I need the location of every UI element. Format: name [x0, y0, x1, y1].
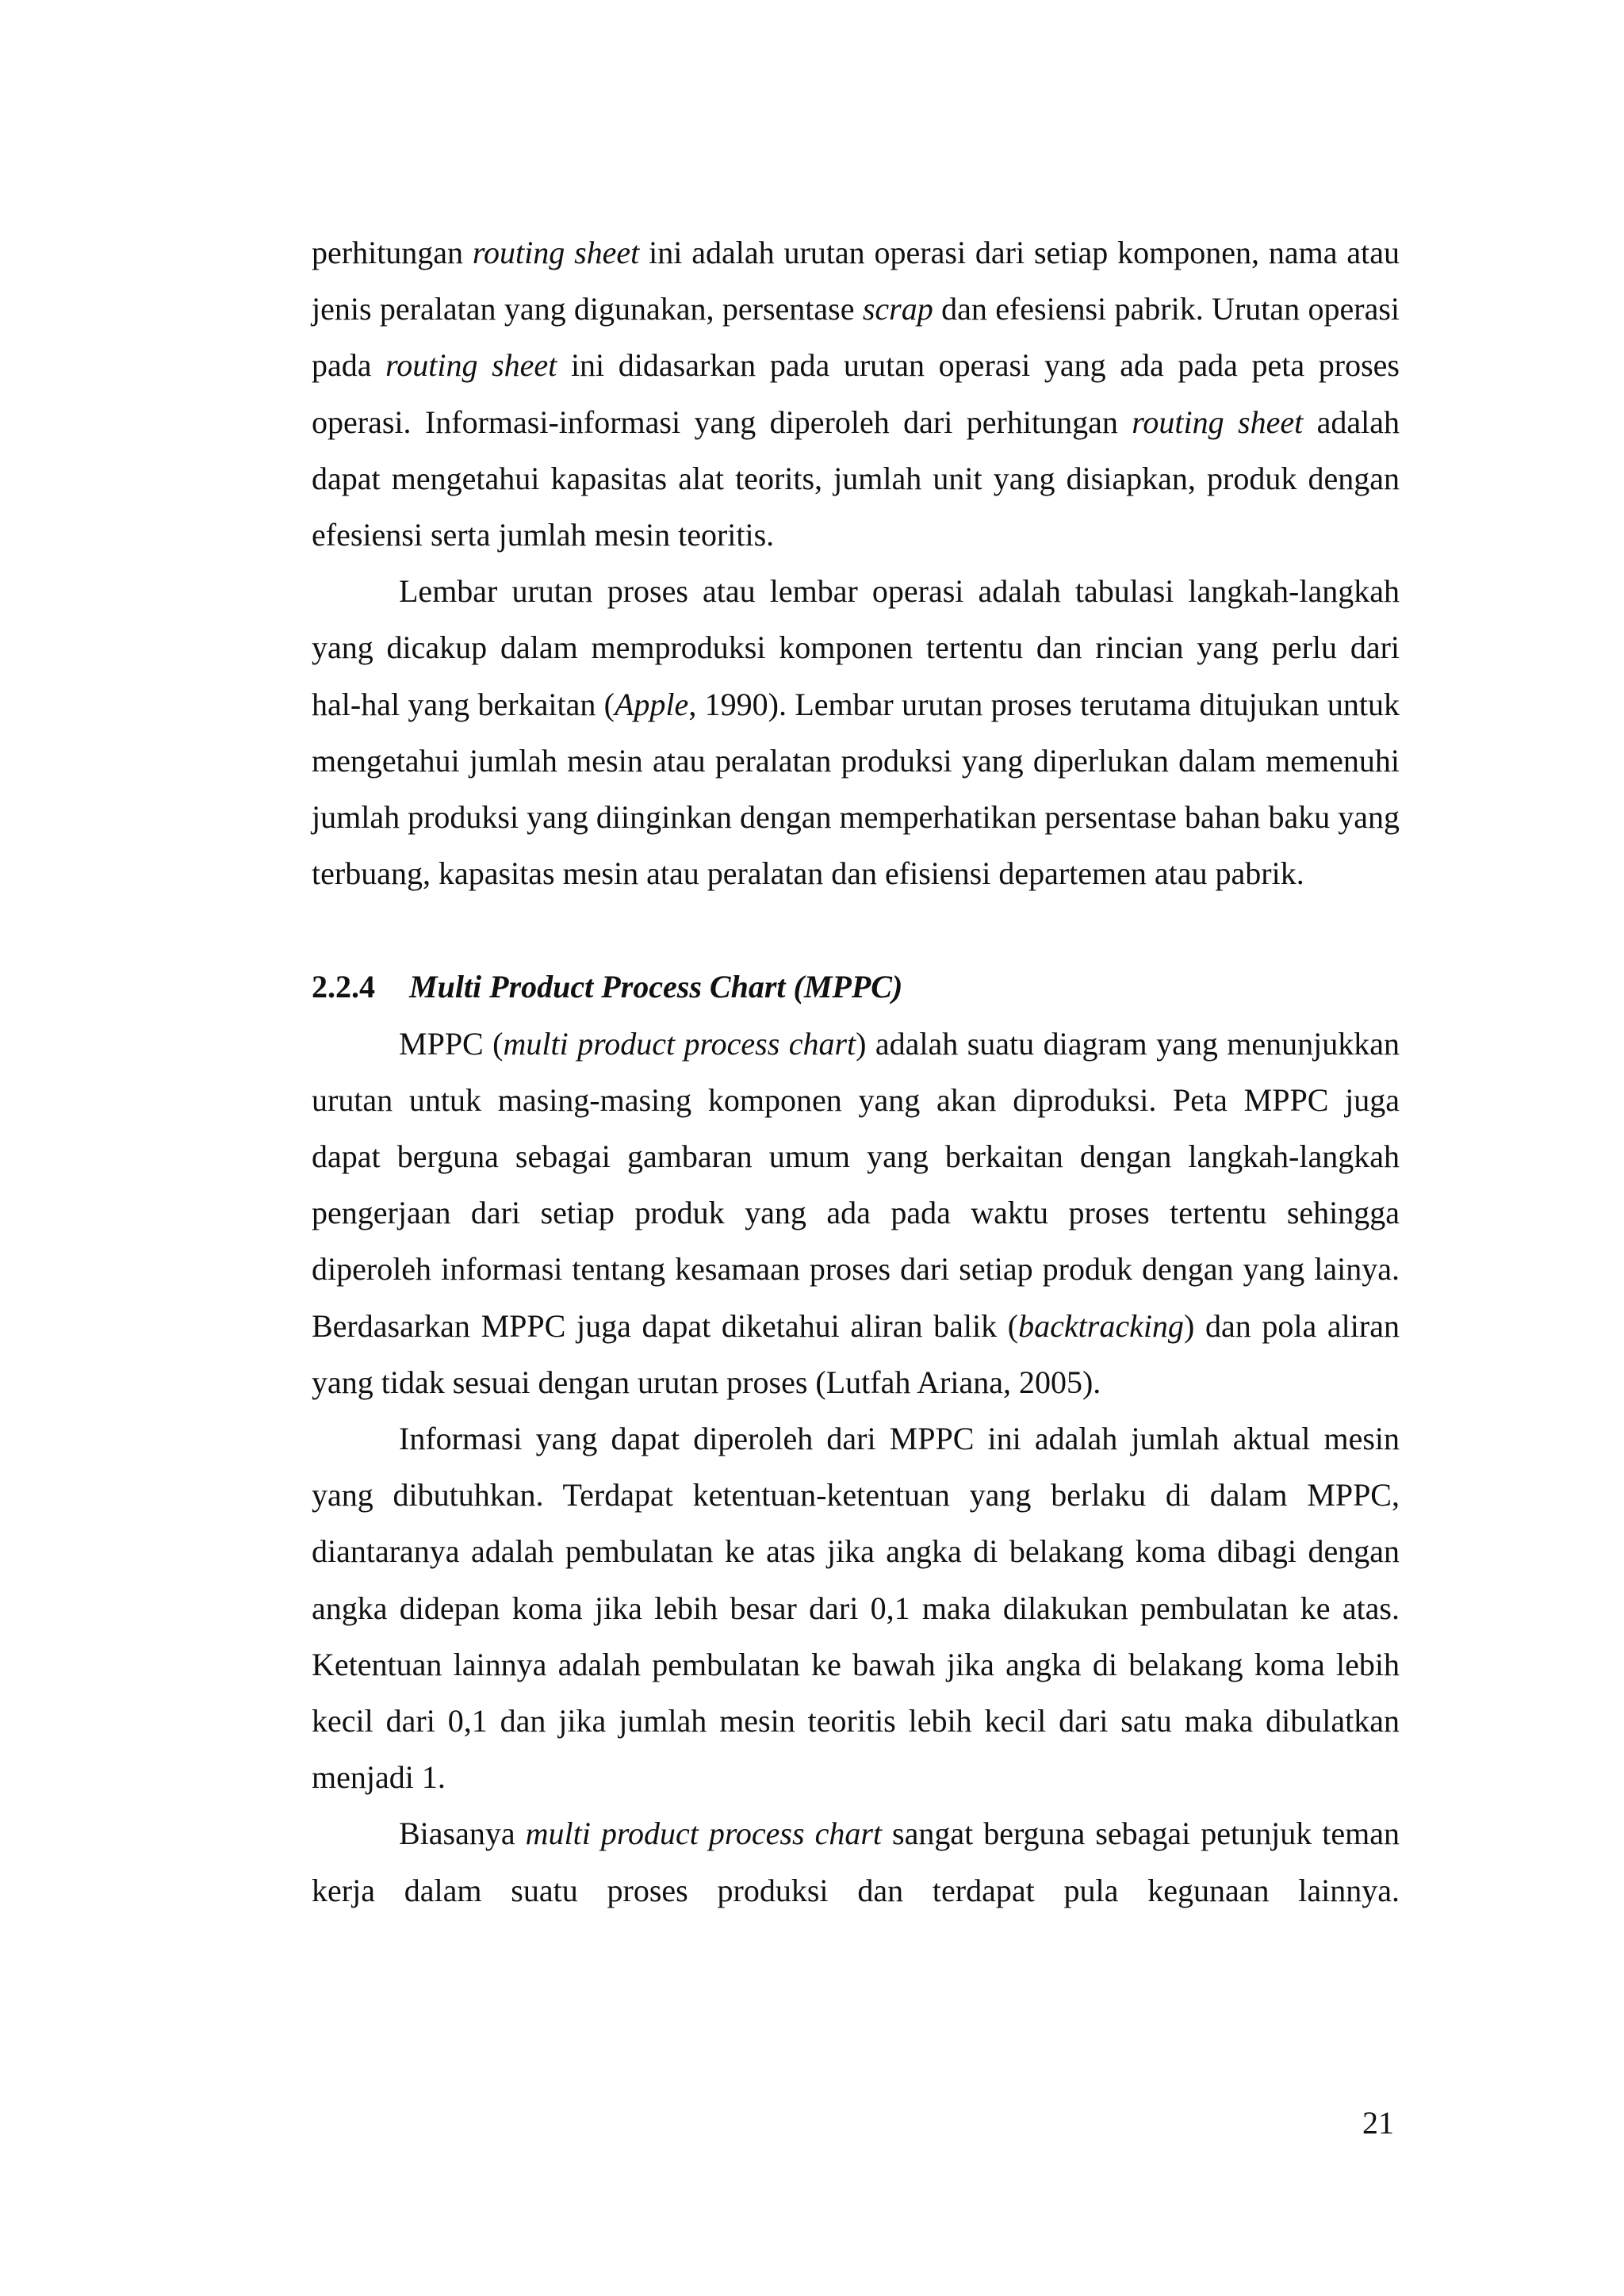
italic-term: multi product process chart	[525, 1816, 882, 1852]
text-run: ) adalah suatu diagram yang menunjukkan urutan untuk masing-masing komponen yang akan diproduksi. Peta MPPC juga dapat berguna sebagai gambaran umum yang berkaitan dengan langkah-langkah pengerjaan dari setiap produk yang ada pada waktu proses tertentu sehingga diperoleh informasi tentang kesamaan proses dari setiap produk dengan yang lainya. Berdasarkan MPPC juga dapat diketahui aliran balik (	[312, 1025, 1400, 1344]
document-page	[312, 224, 1400, 1919]
italic-term: backtracking	[1018, 1307, 1184, 1344]
section-number: 2.2.4	[312, 969, 375, 1005]
text-run: Lembar urutan proses atau lembar operasi adalah tabulasi langkah-langkah yang dicakup dalam memproduksi komponen tertentu dan rincian yang perlu dari hal-hal yang berkaitan (	[312, 573, 1400, 722]
paragraph	[312, 1016, 1400, 1410]
paragraph	[312, 1805, 1400, 1918]
text-run: MPPC (	[399, 1025, 504, 1062]
italic-term: routing sheet	[1132, 404, 1304, 440]
text-run: perhitungan	[312, 235, 473, 270]
text-run: sangat berguna sebagai petunjuk teman kerja dalam suatu proses produksi dan terdapat pula kegunaan lainnya.	[312, 1816, 1400, 1908]
paragraph	[312, 1410, 1400, 1805]
italic-term: Apple	[615, 686, 689, 722]
italic-term: routing sheet	[385, 347, 557, 384]
paragraph	[312, 224, 1400, 563]
text-run: dan efesiensi pabrik. Urutan operasi pada	[312, 291, 1400, 384]
section-title: Multi Product Process Chart (MPPC)	[409, 969, 903, 1005]
body-bottom	[312, 1016, 1400, 1919]
text-run: ini didasarkan pada urutan operasi yang ada pada peta proses operasi. Informasi-informasi yang diperoleh dari perhitungan	[312, 347, 1400, 440]
body-top	[312, 224, 1400, 901]
text-run: Informasi yang dapat diperoleh dari MPPC ini adalah jumlah aktual mesin yang dibutuhkan. Terdapat ketentuan-ketentuan yang berlaku di dalam MPPC, diantaranya adalah pembulatan ke atas jika angka di belakang koma dibagi dengan angka didepan koma jika lebih besar dari 0,1 maka dilakukan pembulatan ke atas. Ketentuan lainnya adalah pembulatan ke bawah jika angka di belakang koma lebih kecil dari 0,1 dan jika jumlah mesin teoritis lebih kecil dari satu maka dibulatkan menjadi 1.	[312, 1421, 1400, 1796]
page-number: 21	[1362, 2105, 1394, 2141]
text-run: adalah dapat mengetahui kapasitas alat teorits, jumlah unit yang disiapkan, produk dengan efesiensi serta jumlah mesin teoritis.	[312, 404, 1400, 553]
italic-term: routing sheet	[472, 235, 640, 270]
paragraph	[312, 563, 1400, 901]
italic-term: scrap	[862, 291, 933, 327]
text-run: Biasanya	[399, 1816, 526, 1852]
text-run: ini adalah urutan operasi dari setiap komponen, nama atau jenis peralatan yang digunakan, persentase	[312, 235, 1400, 327]
text-run: ) dan pola aliran yang tidak sesuai dengan urutan proses (Lutfah Ariana, 2005).	[312, 1307, 1400, 1400]
section-spacer	[312, 901, 1400, 959]
italic-term: multi product process chart	[503, 1025, 856, 1062]
text-run: , 1990). Lembar urutan proses terutama ditujukan untuk mengetahui jumlah mesin atau peralatan produksi yang diperlukan dalam memenuhi jumlah produksi yang diinginkan dengan memperhatikan persentase bahan baku yang terbuang, kapasitas mesin atau peralatan dan efisiensi departemen atau pabrik.	[312, 686, 1400, 892]
section-heading	[312, 959, 1400, 1015]
